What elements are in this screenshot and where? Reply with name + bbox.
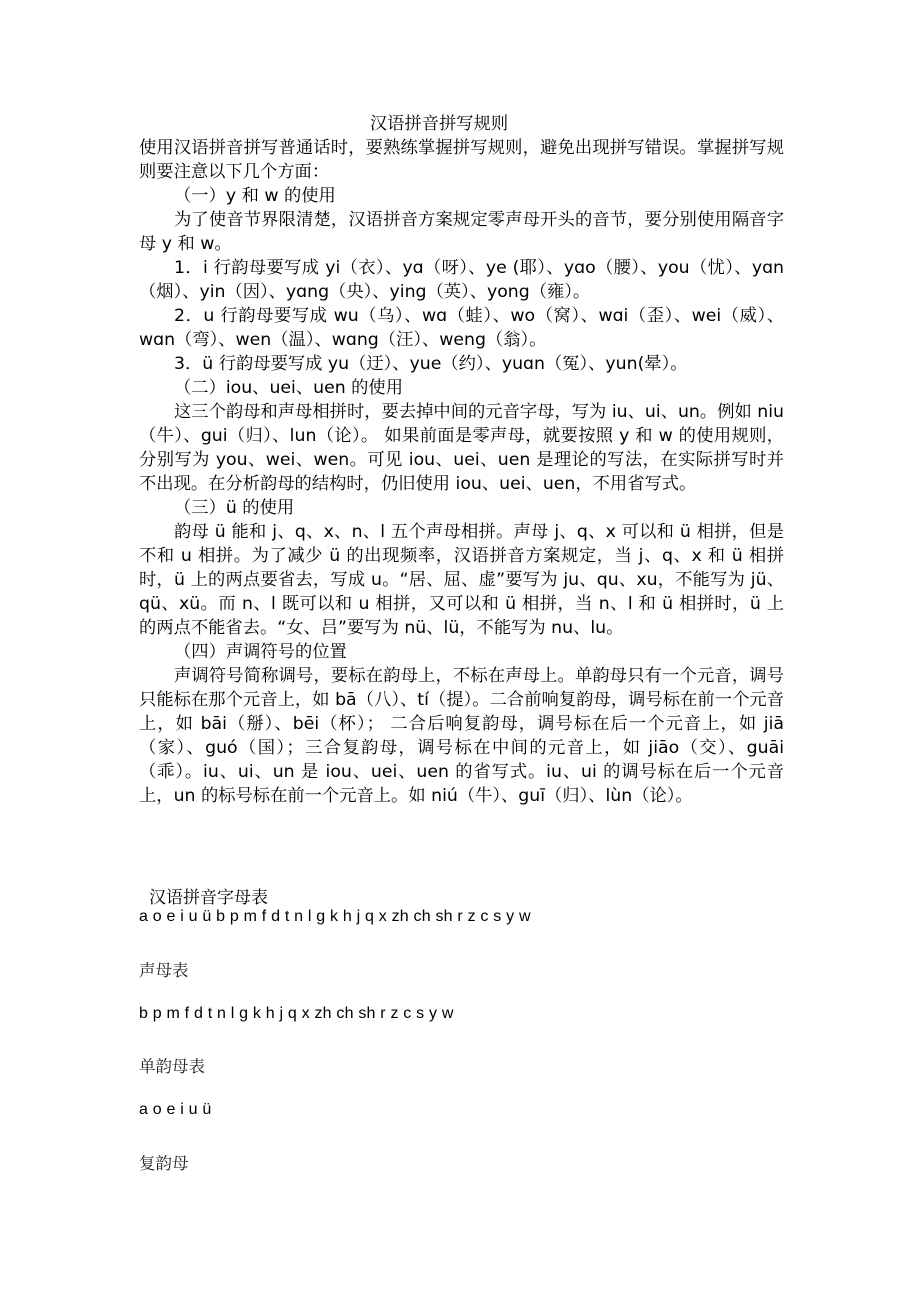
section-2-heading: （二）iou、uei、uen 的使用 bbox=[174, 378, 403, 398]
section-3-heading: （三）ü 的使用 bbox=[174, 498, 295, 518]
finals-title: 单韵母表 bbox=[139, 1057, 205, 1076]
section-4-paragraph: 声调符号简称调号，要标在韵母上，不标在声母上。单韵母只有一个元音，调号只能标在那个元音上，如 bā（八）、tí（提）。二合前响复韵母，调号标在前一个元音上，如 bāi（掰）、bēi（杯）； 二合后响复韵母，调号标在后一个元音上，如 jiā（家）、guó（国）；三合复韵母，调号标在中间的元音上，如 jiāo（交）、guāi（乖）。iu、ui、un 是 iou、uei、uen 的省写式。iu、ui 的调号标在后一个元音上，un 的标号标在前一个元音上。如 niú（牛）、guī（归）、lùn（论）。 bbox=[139, 666, 784, 806]
compound-finals-title: 复韵母 bbox=[139, 1154, 189, 1173]
section-1-item-1: 1．i 行韵母要写成 yi（衣）、yɑ（呀）、ye (耶）、yɑo（腰）、you（忧）、yɑn（烟）、yin（因）、yɑng（央）、ying（英）、yong（雍）。 bbox=[139, 258, 784, 302]
section-2-paragraph: 这三个韵母和声母相拼时，要去掉中间的元音字母，写为 iu、ui、un。例如 niu（牛）、gui（归）、lun（论）。 如果前面是零声母，就要按照 y 和 w 的使用规则，分别写为 you、wei、wen。可见 iou、uei、uen 是理论的写法，在实际拼写时并不出现。在分析韵母的结构时，仍旧使用 iou、uei、uen，不用省写式。 bbox=[139, 402, 784, 494]
section-3-paragraph: 韵母 ü 能和 j、q、x、n、l 五个声母相拼。声母 j、q、x 可以和 ü 相拼，但是不和 u 相拼。为了减少 ü 的出现频率，汉语拼音方案规定，当 j、q、x 和 ü 相拼时，ü 上的两点要省去，写成 u。“居、屈、虚”要写为 ju、qu、xu，不能写为 jü、qü、xü。而 n、l 既可以和 u 相拼，又可以和 ü 相拼，当 n、l 和 ü 相拼时，ü 上的两点不能省去。“女、吕”要写为 nü、lü，不能写为 nu、lu。 bbox=[139, 522, 784, 638]
initials-title: 声母表 bbox=[139, 961, 189, 980]
section-1-item-3: 3．ü 行韵母要写成 yu（迂）、yue（约）、yuɑn（冤）、yun(晕）。 bbox=[174, 354, 688, 374]
section-1-paragraph: 为了使音节界限清楚，汉语拼音方案规定零声母开头的音节，要分别使用隔音字母 y 和 w。 bbox=[139, 210, 784, 254]
alphabet-title: 汉语拼音字母表 bbox=[149, 888, 268, 907]
section-1-heading: （一）y 和 w 的使用 bbox=[174, 186, 336, 206]
page-title: 汉语拼音拼写规则 bbox=[369, 114, 509, 134]
finals-letters: a o e i u ü bbox=[139, 1101, 212, 1118]
alphabet-letters: a o e i u ü b p m f d t n l g k h j q x zh ch sh r z c s y w bbox=[139, 908, 531, 925]
document-body bbox=[139, 112, 784, 808]
section-1-item-2: 2．u 行韵母要写成 wu（乌）、wɑ（蛙）、wo（窝）、wɑi（歪）、wei（威）、wɑn（弯）、wen（温）、wɑng（汪）、weng（翁）。 bbox=[139, 306, 784, 350]
intro-paragraph: 使用汉语拼音拼写普通话时，要熟练掌握拼写规则，避免出现拼写错误。掌握拼写规则要注意以下几个方面： bbox=[139, 138, 784, 182]
section-4-heading: （四）声调符号的位置 bbox=[174, 642, 347, 662]
initials-letters: b p m f d t n l g k h j q x zh ch sh r z c s y w bbox=[139, 1005, 454, 1022]
